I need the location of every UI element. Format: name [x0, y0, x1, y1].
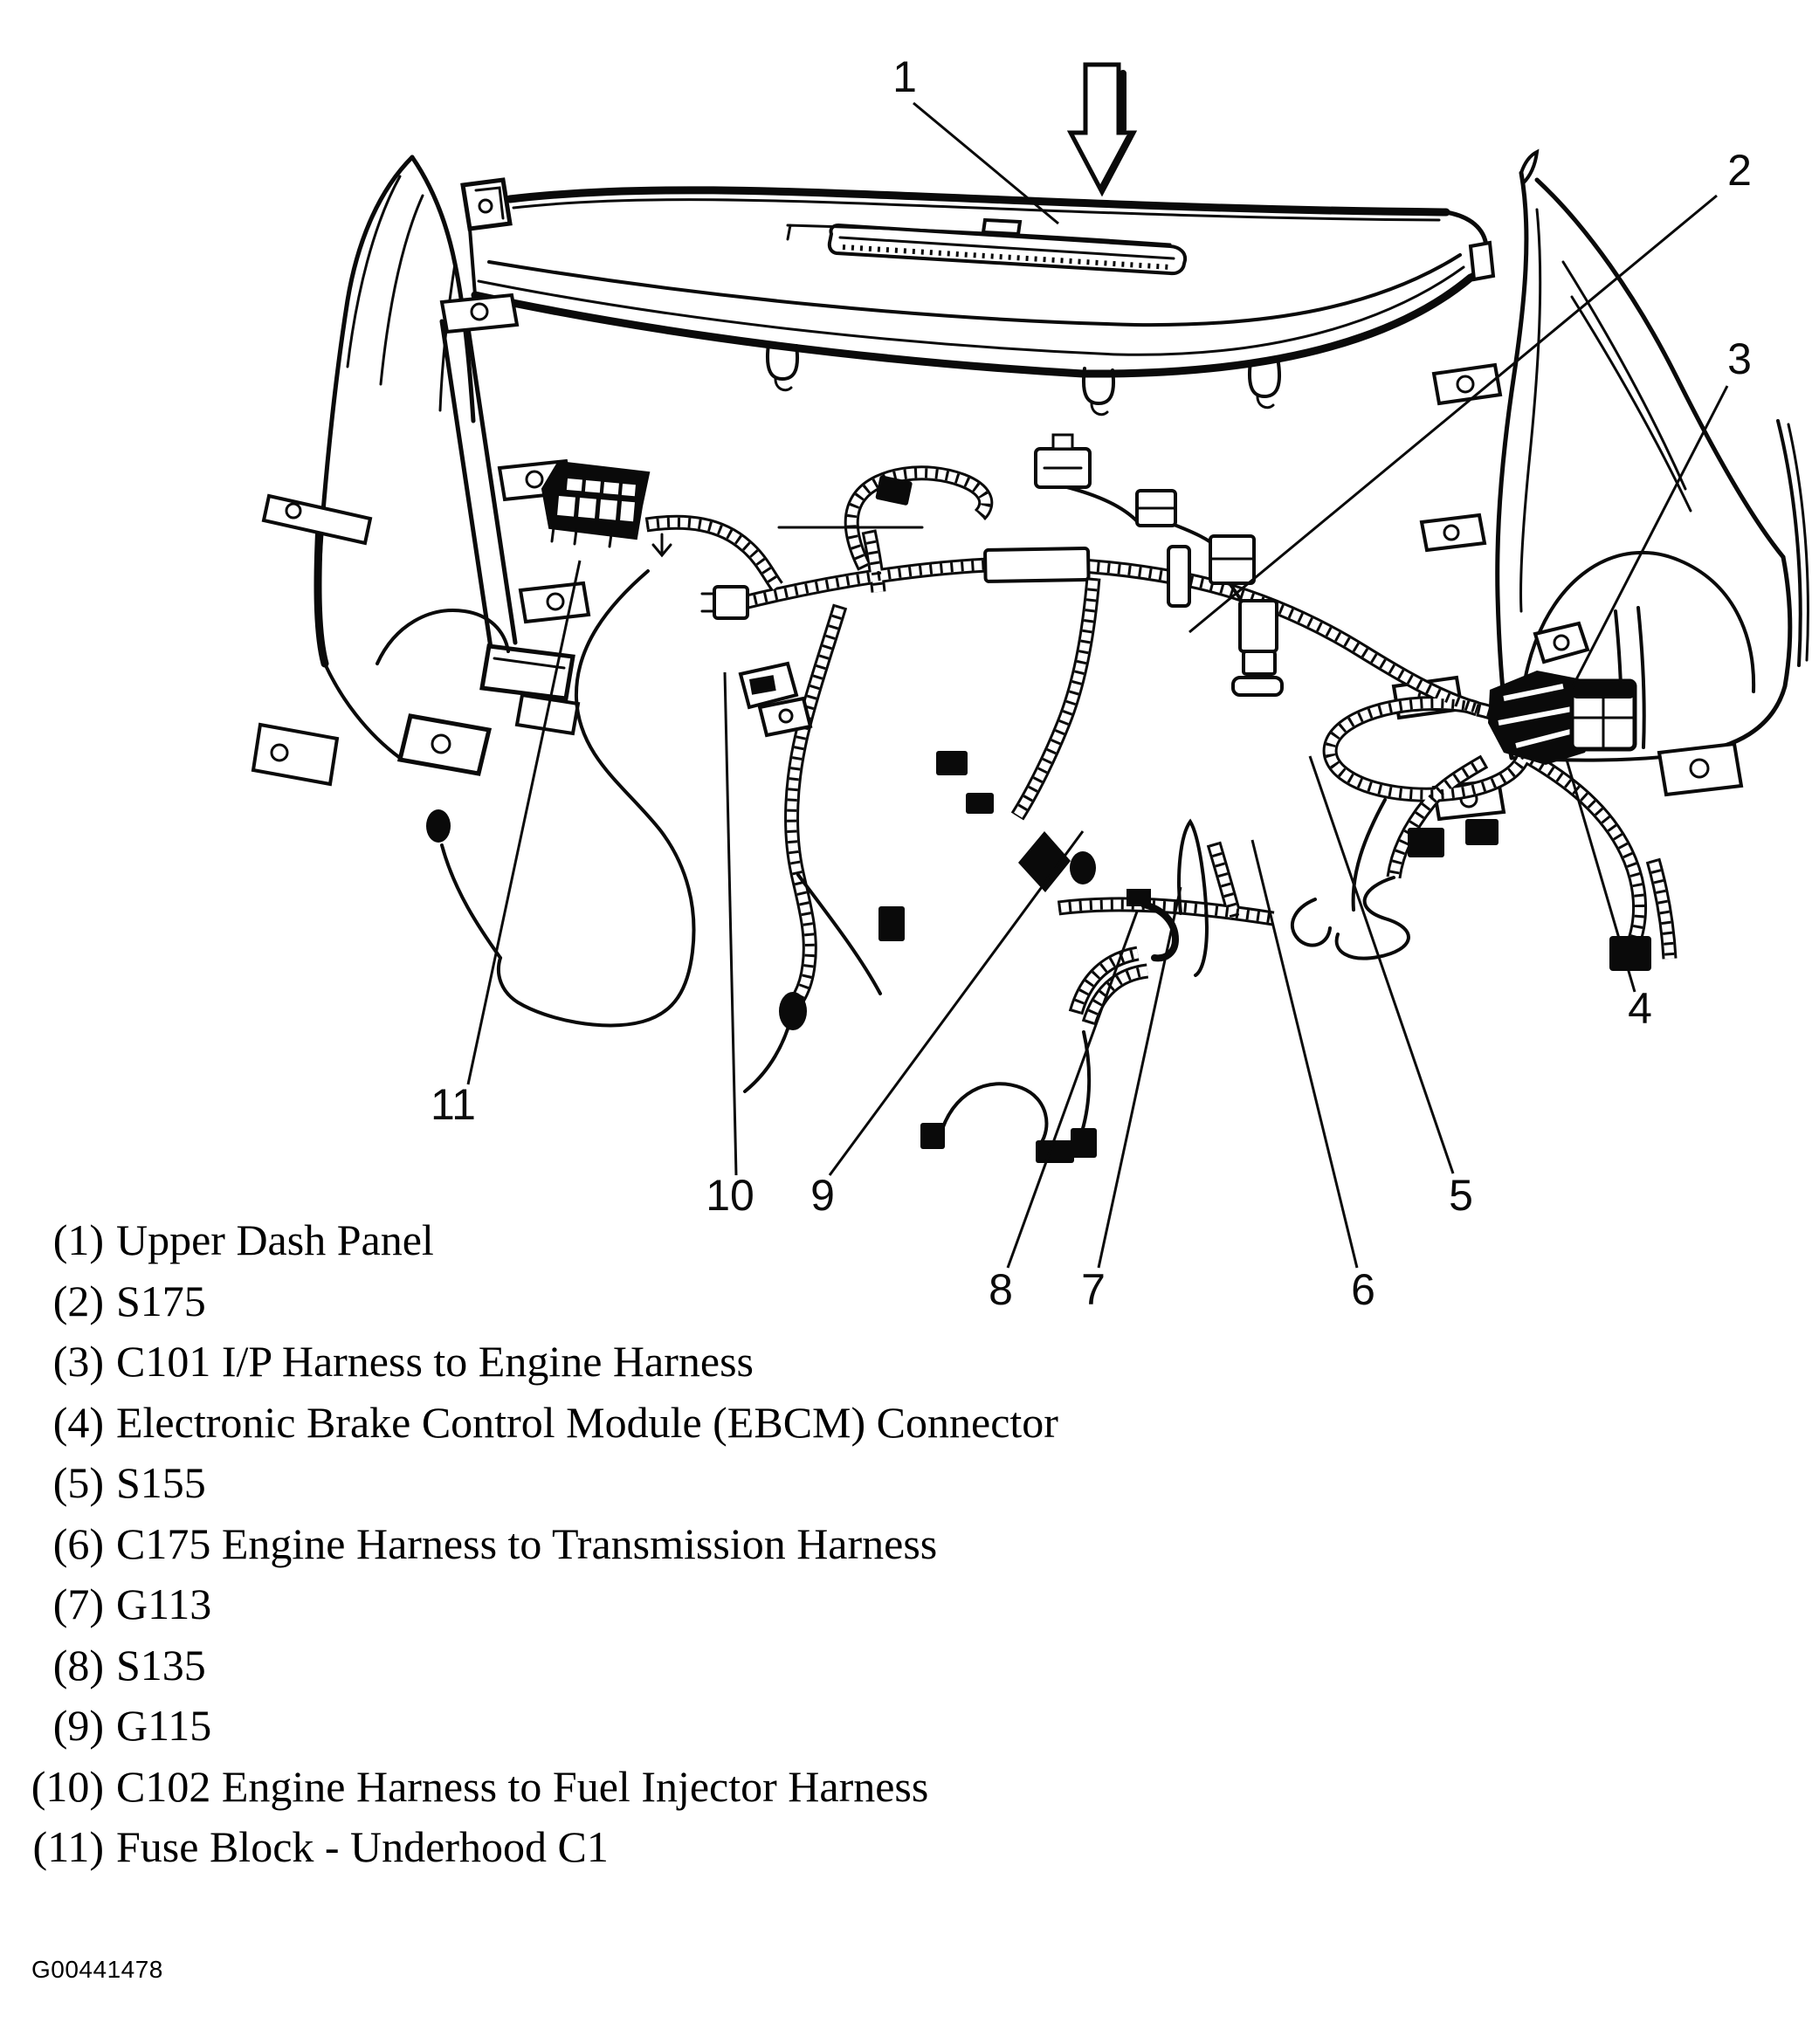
inline-connector: [1609, 936, 1651, 971]
callout-7: 7: [1081, 1265, 1106, 1314]
legend-item: [0, 1757, 1058, 1818]
legend-item-number: (9): [52, 1701, 104, 1750]
legend-item-label: C175 Engine Harness to Transmission Harness: [116, 1518, 938, 1568]
ground-connector: [1071, 1128, 1097, 1158]
hook-wire: [1292, 899, 1330, 946]
plug-prongs: [702, 594, 714, 611]
legend-item-label: S175: [116, 1276, 206, 1325]
figure-id-watermark: G00441478: [31, 1956, 163, 1983]
inline-connector: [1465, 819, 1499, 845]
upper-dash-panel-drawing: [463, 180, 1493, 415]
ground-loop-wire: [940, 1084, 1046, 1145]
harness-clamp: [1233, 678, 1282, 695]
left-end-plug: [714, 587, 748, 618]
bracket-hole: [472, 304, 487, 320]
fuse-slot: [622, 484, 636, 496]
legend-item-number: (4): [52, 1397, 104, 1447]
splice-block: [1126, 889, 1151, 906]
callout-10: 10: [706, 1171, 754, 1220]
callout-5: 5: [1449, 1171, 1473, 1220]
anchor-clip: [653, 534, 671, 555]
legend-item-number: (7): [52, 1579, 104, 1628]
fender-slope-line: [1563, 262, 1691, 511]
cowl-stud: [426, 809, 451, 843]
legend-item: [0, 1210, 1058, 1271]
legend-item: [0, 1696, 1058, 1757]
bracket-hole: [1444, 526, 1458, 540]
fender-heavy-edge: [318, 524, 325, 664]
panel-left-cap: [463, 180, 510, 229]
leader-10: [725, 672, 736, 1175]
legend-item-number: (1): [52, 1215, 104, 1264]
callout-11: 11: [431, 1080, 476, 1129]
fender-outer-edge: [319, 157, 412, 662]
leader-9: [830, 831, 1083, 1175]
inline-connector: [936, 751, 968, 775]
left-fender-drawing: [253, 157, 589, 843]
legend-item-label: S155: [116, 1458, 206, 1507]
legend-item: [0, 1393, 1058, 1454]
sensor-pigtail: [1064, 486, 1138, 522]
panel-bump-tab: [983, 220, 1020, 234]
lower-left-foot: [253, 725, 337, 784]
legend-item: [0, 1817, 1058, 1878]
ground-connector: [920, 1123, 945, 1149]
fuse-slot: [620, 501, 635, 521]
legend-item-number: (10): [31, 1761, 104, 1811]
bracket-hole: [1457, 376, 1473, 392]
callout-1: 1: [892, 52, 917, 101]
legend-item-label: C102 Engine Harness to Fuel Injector Harness: [116, 1761, 929, 1811]
legend-item: [0, 1271, 1058, 1332]
leader-4: [1567, 760, 1635, 992]
fuse-slot: [585, 480, 601, 492]
legend-item-number: (5): [52, 1458, 104, 1507]
fuse-slot: [557, 496, 575, 517]
legend-item-label: Upper Dash Panel: [116, 1215, 434, 1264]
callout-4: 4: [1628, 984, 1652, 1033]
legend-item-number: (3): [52, 1337, 104, 1386]
bracket-hole: [1554, 636, 1568, 650]
inline-connector: [1408, 828, 1444, 857]
fuse-slot: [567, 478, 582, 491]
bracket-hole: [780, 710, 792, 722]
fender-right-edge: [1689, 557, 1790, 754]
teardrop-loop-wire: [1179, 822, 1207, 975]
connectors: [702, 435, 1651, 1163]
legend-item-number: (11): [32, 1822, 104, 1871]
legend-item-label: Fuse Block - Underhood C1: [116, 1822, 609, 1871]
s-curve-wire: [1337, 877, 1409, 959]
legend-item-label: C101 I/P Harness to Engine Harness: [116, 1337, 754, 1386]
fuse-slot: [578, 498, 596, 519]
legend-item: [0, 1332, 1058, 1393]
leader-7: [1099, 887, 1181, 1268]
foot-hole: [432, 735, 450, 753]
panel-left-edge: [470, 229, 475, 295]
legend-item-number: (8): [52, 1640, 104, 1690]
legend-item-label: Electronic Brake Control Module (EBCM) Connector: [116, 1397, 1058, 1447]
panel-right-tab: [1471, 243, 1493, 279]
fender-outer-edge: [1498, 173, 1526, 758]
ebcm-connector-cap: [1572, 681, 1635, 699]
callout-2: 2: [1727, 146, 1752, 195]
legend-item: [0, 1514, 1058, 1575]
relay-connector: [1240, 601, 1277, 651]
down-block-arrow-icon: [1071, 65, 1133, 192]
bracket-hole: [527, 471, 542, 487]
grommet: [1070, 851, 1096, 884]
inline-connector: [966, 793, 994, 814]
legend-item: [0, 1635, 1058, 1696]
foot-hole: [272, 745, 287, 760]
callout-6: 6: [1351, 1265, 1375, 1314]
callout-3: 3: [1727, 334, 1752, 383]
leader-5: [1310, 756, 1453, 1173]
legend-item: [0, 1453, 1058, 1514]
inline-connector: [878, 906, 905, 941]
legend-item: [0, 1574, 1058, 1635]
ground-connector: [1036, 1140, 1074, 1163]
legend-item-label: G113: [116, 1579, 212, 1628]
legend-item-label: S135: [116, 1640, 206, 1690]
foot-hole: [1691, 760, 1708, 777]
panel-face-crease: [489, 255, 1460, 325]
sensor-connector-tab: [1053, 435, 1072, 449]
bracket-hole: [548, 594, 563, 609]
trunk-sleeve: [985, 548, 1089, 582]
ring-terminal: [779, 992, 807, 1030]
cowl-stub-wire: [442, 845, 500, 958]
trunk-clamp: [1168, 547, 1189, 606]
slat-hole: [286, 504, 300, 518]
fuse-slot: [599, 499, 617, 520]
fuse-block-drawing: [543, 463, 671, 555]
legend-item-number: (2): [52, 1276, 104, 1325]
terminal-tail-wire: [745, 1018, 791, 1091]
fender-crease: [381, 196, 423, 384]
legend-list: [0, 1210, 1058, 1878]
fuse-slot: [603, 482, 619, 494]
callout-9: 9: [810, 1171, 835, 1220]
callout-8: 8: [989, 1265, 1013, 1314]
relay-connector-lower: [1244, 651, 1275, 674]
legend-item-label: G115: [116, 1701, 212, 1750]
legend-item-number: (6): [52, 1518, 104, 1568]
panel-bottom-edge: [475, 278, 1471, 374]
